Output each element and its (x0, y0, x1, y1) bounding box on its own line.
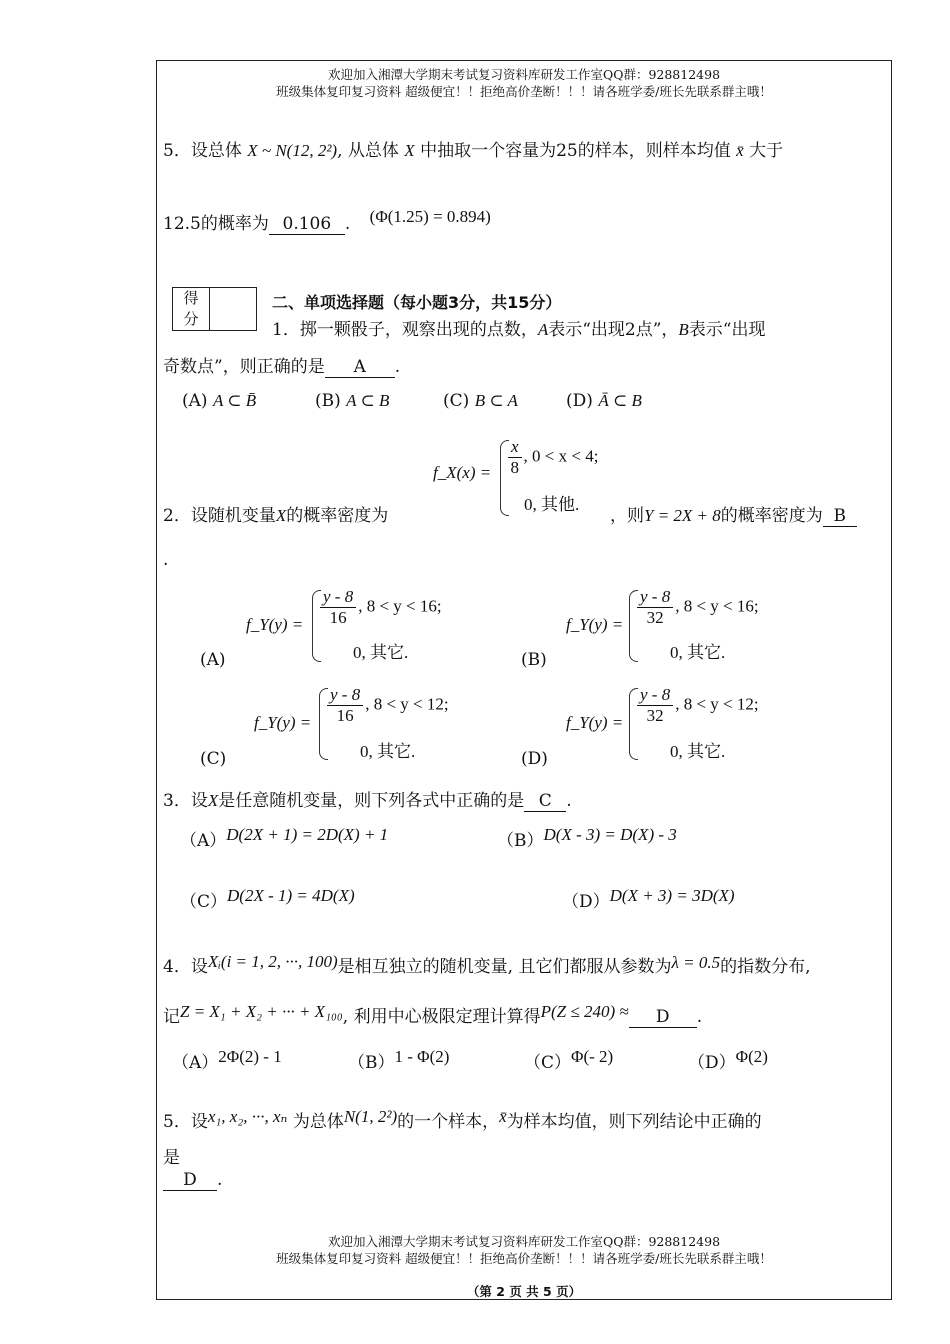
footer-line-1: 欢迎加入湘潭大学期末考试复习资料库研发工作室QQ群：928812498 (327, 1234, 721, 1249)
q1-line1: 1．掷一颗骰子，观察出现的点数，A表示“出现2点”，B表示“出现 (272, 320, 766, 340)
section-title: 二、单项选择题（每小题3分，共15分） (272, 293, 562, 312)
q2-option-c-case1: $\frac{y - 8}{16}$ , 8 < y < 12; (325, 685, 449, 726)
q2-answer: B (823, 506, 857, 527)
q3-answer: C (524, 791, 566, 812)
q3-option-c: （C）D(2X - 1) = 4D(X) (180, 886, 355, 912)
q3-option-a: （A）D(2X + 1) = 2D(X) + 1 (180, 825, 389, 851)
q2-option-b-lhs: f_Y(y) = (566, 615, 624, 634)
q1-option-a: (A) A ⊂ B̄ (182, 391, 257, 411)
q2-option-b-case1: $\frac{y - 8}{32}$ , 8 < y < 16; (635, 587, 759, 628)
q1-answer: A (325, 357, 395, 378)
q2-case2: 0, 其他. (524, 495, 580, 514)
q4-option-c: （C）Φ(- 2) (524, 1047, 614, 1073)
header-line-2: 班级集体复印复习资料 超级便宜！！拒绝高价垄断！！！请各班学委/班长先联系群主哦！ (276, 84, 772, 99)
fill-q5-answer: 0.106 (269, 214, 345, 235)
q2-option-b-case2: 0, 其它. (670, 643, 726, 662)
q2-line1-right: ，则Y = 2X + 8的概率密度为 B (610, 501, 857, 527)
page-number: （第 2 页 共 5 页） (466, 1284, 582, 1299)
q3-option-d: （D）D(X + 3) = 3D(X) (562, 886, 735, 912)
q4-option-a: （A）2Φ(2) - 1 (172, 1047, 282, 1073)
q5-line3: D . (163, 1170, 222, 1191)
q2-option-b-label: (B) (521, 650, 547, 670)
q1-option-d: (D) Ā ⊂ B (566, 391, 642, 411)
q5-line2: 是 (163, 1148, 180, 1168)
q2-option-d-label: (D) (521, 749, 548, 769)
q4-answer: D (629, 1007, 697, 1028)
q2-density-lhs: f_X(x) = (433, 463, 492, 482)
footer-line-2: 班级集体复印复习资料 超级便宜！！拒绝高价垄断！！！请各班学委/班长先联系群主哦！ (276, 1251, 772, 1266)
header-line-1: 欢迎加入湘潭大学期末考试复习资料库研发工作室QQ群：928812498 (327, 67, 721, 82)
q3-line1: 3．设X是任意随机变量，则下列各式中正确的是 C . (163, 791, 572, 811)
fill-q5-line1: 5．设总体 X ~ N(12, 2²), 从总体 X 中抽取一个容量为25的样本，则样本均值 x̄ 大于 (163, 141, 784, 161)
q5-line1: 5．设x₁, x₂, ···, xₙ 为总体N(1, 2²)的一个样本，x̄为样本均值，则下列结论中正确的 (163, 1107, 762, 1132)
q2-option-c-lhs: f_Y(y) = (254, 713, 312, 732)
q1-option-c: (C) B ⊂ A (443, 391, 518, 411)
q2-case1: $\frac{x}{8}$ , 0 < x < 4; (506, 437, 598, 478)
q4-option-b: （B）1 - Φ(2) (348, 1047, 450, 1073)
q3-option-b: （B）D(X - 3) = D(X) - 3 (497, 825, 677, 851)
fill-q5-hint: (Φ(1.25) = 0.894) (369, 207, 491, 226)
fill-q5-line2: 12.5的概率为 0.106 . (Φ(1.25) = 0.894) (163, 207, 491, 234)
q2-option-a-lhs: f_Y(y) = (246, 615, 304, 634)
q2-option-c-case2: 0, 其它. (360, 742, 416, 761)
q1-option-b: (B) A ⊂ B (315, 391, 390, 411)
q2-option-a-label: (A) (200, 650, 226, 670)
q2-end: . (163, 550, 169, 570)
q5-answer: D (163, 1170, 217, 1191)
q4-option-d: （D）Φ(2) (688, 1047, 768, 1073)
q2-option-a-case2: 0, 其它. (353, 643, 409, 662)
fill-q5-dist: X ~ N(12, 2²) (247, 141, 338, 160)
q4-line2: 记Z = X₁ + X₂ + ··· + X₁₀₀, 利用中心极限定理计算得P(Z ≤ 240) ≈ D . (163, 1002, 703, 1027)
q2-option-d-case1: $\frac{y - 8}{32}$ , 8 < y < 12; (635, 685, 759, 726)
q4-line1: 4．设Xᵢ(i = 1, 2, ···, 100)是相互独立的随机变量, 且它们都服从参数为λ = 0.5的指数分布, (163, 952, 811, 977)
score-box: 得 分 (172, 287, 257, 331)
q2-line1-left: 2．设随机变量X的概率密度为 (163, 506, 389, 526)
q2-option-a-case1: $\frac{y - 8}{16}$ , 8 < y < 16; (318, 587, 442, 628)
q2-option-d-lhs: f_Y(y) = (566, 713, 624, 732)
q1-line2: 奇数点”，则正确的是 A . (163, 357, 401, 377)
q2-option-c-label: (C) (200, 749, 227, 769)
q2-option-d-case2: 0, 其它. (670, 742, 726, 761)
